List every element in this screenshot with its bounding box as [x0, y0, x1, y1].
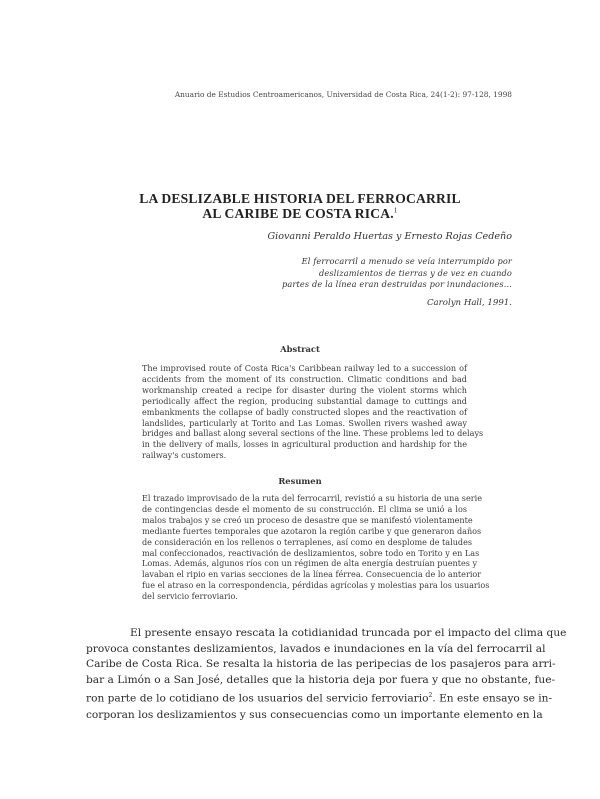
body-line: corporan los deslizamientos y sus consecuencias como un importante elemento en la — [86, 708, 543, 721]
body-line-text: ron parte de lo cotidiano de los usuarios del servicio ferroviario — [86, 692, 429, 705]
epigraph-line: El ferrocarril a menudo se veía interrumpido por — [301, 256, 512, 266]
abstract-line: accidents from the moment of its construction. Climatic conditions and bad — [142, 373, 467, 384]
abstract-heading: Abstract — [280, 344, 320, 354]
body-paragraph — [86, 626, 567, 723]
abstract-text — [142, 363, 484, 461]
abstract-line: periodically affect the region, producing substantial damage to cuttings and — [142, 395, 467, 406]
abstract-line: workmanship created a recipe for disaster during the violent storms which — [142, 384, 467, 395]
epigraph-line: deslizamientos de tierras y de vez en cuando — [318, 267, 512, 278]
author-names: Giovanni Peraldo Huertas y Ernesto Rojas Cedeño — [267, 231, 512, 242]
body-line: Caribe de Costa Rica. Se resalta la historia de las peripecias de los pasajeros para arri- — [86, 658, 556, 671]
epigraph-attribution: Carolyn Hall, 1991. — [426, 298, 512, 308]
resumen-line: fue el atraso en la correspondencia, pérdidas agrícolas y molestias para los usuarios — [142, 580, 490, 591]
article-title-line-2 — [0, 206, 600, 222]
resumen-line: de consideración en los rellenos o terraplenes, así como en desplome de taludes — [142, 536, 473, 547]
abstract-line: in the delivery of mails, losses in agricultural production and hardship for the — [142, 439, 467, 450]
resumen-line: malos trabajos y se creó un proceso de desastre que se manifestó violentamente — [142, 514, 473, 525]
body-line-tail: . En este ensayo se in- — [432, 692, 553, 705]
title-text-2: AL CARIBE DE COSTA RICA. — [202, 206, 394, 221]
title-text-1: LA DESLIZABLE HISTORIA DEL FERROCARRIL — [139, 191, 461, 206]
epigraph-line: partes de la línea eran destruidas por inundaciones... — [281, 279, 512, 290]
abstract-line: The improvised route of Costa Rica's Caribbean railway led to a succession of — [142, 363, 467, 373]
abstract-line: landslides, particularly at Torito and Las Lomas. Swollen rivers washed away — [142, 417, 467, 428]
epigraph — [282, 256, 512, 291]
resumen-heading: Resumen — [278, 476, 322, 486]
resumen-line: del servicio ferroviario. — [142, 591, 238, 602]
resumen-line: de contingencias desde el momento de su construcción. El clima se unió a los — [142, 503, 467, 514]
resumen-line: lavaban el ripio en varias secciones de la línea férrea. Consecuencia de lo anterior — [142, 569, 482, 580]
resumen-line: mal confeccionados, reactivación de deslizamientos, sobre todo en Torito y en Las — [142, 547, 480, 558]
resumen-text — [142, 493, 490, 602]
abstract-line: bridges and ballast along several sections of the line. These problems led to delays — [142, 428, 484, 439]
abstract-line: railway's customers. — [142, 450, 227, 461]
body-footnote-mark[interactable]: 2 — [428, 692, 433, 700]
body-line: provoca constantes deslizamientos, lavados e inundaciones en la vía del ferrocarril al — [86, 642, 546, 655]
body-line: bar a Limón o a San José, detalles que la historia deja por fuera y que no obstante, fue- — [86, 673, 556, 686]
body-line — [86, 688, 553, 707]
body-line: El presente ensayo rescata la cotidianidad truncada por el impacto del clima que — [130, 627, 567, 639]
resumen-line: Lomas. Además, algunos ríos con un régimen de alta energía destruían puentes y — [142, 558, 478, 569]
abstract-line: embankments the collapse of badly constructed slopes and the reactivation of — [142, 406, 467, 417]
resumen-line: mediante fuertes temporales que azotaron la región caribe y que generaron daños — [142, 525, 482, 536]
article-title-line-1 — [0, 191, 600, 207]
title-footnote-mark[interactable]: 1 — [393, 206, 398, 215]
running-head: Anuario de Estudios Centroamericanos, Universidad de Costa Rica, 24(1-2): 97-128, 1998 — [174, 90, 512, 99]
resumen-line: El trazado improvisado de la ruta del ferrocarril, revistió a su historia de una serie — [142, 493, 482, 503]
